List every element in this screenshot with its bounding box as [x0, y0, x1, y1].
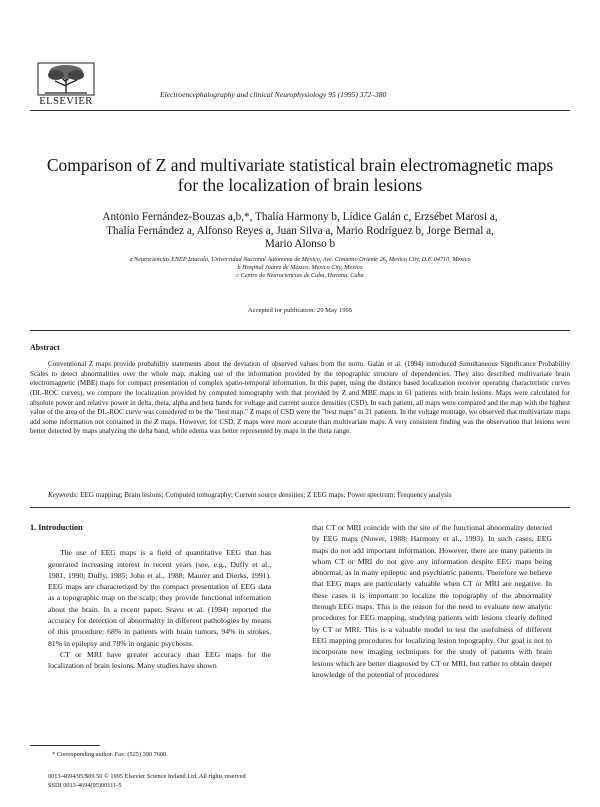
header-rule [30, 110, 570, 111]
copyright-notice [48, 773, 246, 790]
affiliation-1: a Neurociencias ENEP Iztacala, Universidad Nacional Autónoma de México, Ave. Cimiento Oriente 26, Mexico City, D.F. 04710, Mexico [129, 256, 471, 263]
intro-paragraph-3: that CT or MRI coincide with the site of the functional abnormality detected by EEG maps (Nuwer, 1988; Harmony et al., 1993). In such cases, EEG maps do not add important information. However, there are many patients in whom CT or MRI do not give any information despite EEG maps being abnormal, as in many epileptic and psychiatric patients. Therefore we believe that EEG maps are particularly valuable when CT or MRI are negative. In these cases it is important to localize the topography of the abnormality through EEG maps. This is the reason for the need to evaluate new analytic procedures for EEG mapping, studying patients with lesions clearly defined by CT or MRI. This is a valuable model to test the usefulness of different EEG mapping procedures for localizing lesion topography. Our goal is not to incorporate new imaging techniques for the study of patients with brain lesions which are better diagnosed by CT or MRI, but rather to obtain deeper knowledge of the potential of procedures [312, 523, 552, 679]
abstract-text: Conventional Z maps provide probability statements about the deviation of observed values from the norm. Galán et al. (1994) introduced Simultaneous Significance Probability Scales to detect abnormalities over the whole map, making use of the information provided by the topographic structure of dependencies. They also described multivariate brain electromagnetic (MBE) maps for compact presentation of complex spatio-temporal information. In this paper, using the distance based localization receiver operating characteristic curves (DL-ROC curves), we compare the localization provided by computed tomography with that provided by Z and MBE maps in 61 patients with brain lesions. Maps were calculated for absolute power and relative power in delta, theta, alpha and beta bands for voltage and current source densities (CSD). In each patient, all maps were compared and the map with the highest value of the area of the DL-ROC curve was considered to be the "best map." Z maps of CSD were the "best maps" in 21 patients. In the voltage montage, we observed that multivariate maps add some information not contained in the Z maps. However, for CSD, Z maps were more accurate than multivariate maps. A very consistent finding was the observation that lesions were better detected by maps analyzing the delta band, while edema was better represented by maps in the theta range. [30, 360, 570, 436]
title-line-1: Comparison of Z and multivariate statistical brain electromagnetic maps [46, 155, 554, 175]
title-line-2: for the localization of brain lesions [177, 175, 423, 195]
affiliation-2: b Hospital Juárez de México, Mexico City, Mexico [237, 263, 363, 271]
copyright-line-2: SSDI 0013-4694(95)00111-5 [48, 781, 122, 789]
keywords-label: Keywords: [48, 491, 79, 499]
affiliation-3: c Centro de Neurociencias de Cuba, Havana, Cuba [236, 271, 364, 279]
tree-emblem-icon [37, 62, 95, 96]
authors-line-2: Thalía Fernández a, Alfonso Reyes a, Juan Silva a, Mario Rodríguez b, Jorge Bernal a, [106, 224, 494, 237]
journal-citation: Electroencephalography and clinical Neurophysiology 95 (1995) 372–380 [160, 90, 387, 99]
publisher-logo-text: ELSEVIER [39, 96, 93, 107]
authors-line-1: Antonio Fernández-Bouzas a,b,*, Thalía Harmony b, Lídice Galán c, Erzsébet Marosi a, [102, 211, 498, 223]
section-heading-introduction: 1. Introduction [30, 523, 83, 532]
abstract-heading: Abstract [30, 343, 60, 352]
footnote-rule [30, 745, 100, 746]
authors-line-3: Mario Alonso b [264, 238, 336, 250]
intro-paragraph-2: CT or MRI have greater accuracy than EEG maps for the localization of brain lesions. Many studies have shown [48, 649, 271, 671]
body-column-right [312, 522, 552, 680]
author-list [40, 211, 560, 252]
abstract-bottom-rule [30, 507, 570, 508]
intro-paragraph-1: The use of EEG maps is a field of quantitative EEG that has generated increasing interest in recent years (see, e.g., Duffy et al., 1981, 1990; Duffy, 1985; John et al., 1988; Maurer and Dierks, 1991). EEG maps are characterized by the compact presentation of EEG data as a topographic map on the scalp; they provide functional information about the brain. In a recent paper, Sravu et al. (1994) reported the accuracy for detection of abnormality in different pathologies by means of this procedure: 68% in patients with brain tumors, 94% in strokes, 81% in epilepsy and 78% in organic psychosis. [48, 548, 271, 648]
affiliations [40, 256, 560, 279]
keywords-text: EEG mapping; Brain lesions; Computed tomography; Current source densities; Z EEG maps; Power spectrum; Frequency analysis [80, 491, 452, 499]
accepted-date: Accepted for publication: 29 May 1995 [247, 307, 353, 314]
copyright-line-1: 0013-4694/95/$09.50 © 1995 Elsevier Science Ireland Ltd. All rights reserved [48, 773, 246, 780]
article-title [30, 155, 570, 195]
corresponding-author-footnote: * Corresponding author. Fax: (525) 390 7600. [52, 751, 168, 758]
body-column-left [30, 522, 271, 672]
abstract-top-rule [30, 330, 570, 331]
keywords [48, 491, 570, 499]
publisher-logo [30, 62, 102, 107]
